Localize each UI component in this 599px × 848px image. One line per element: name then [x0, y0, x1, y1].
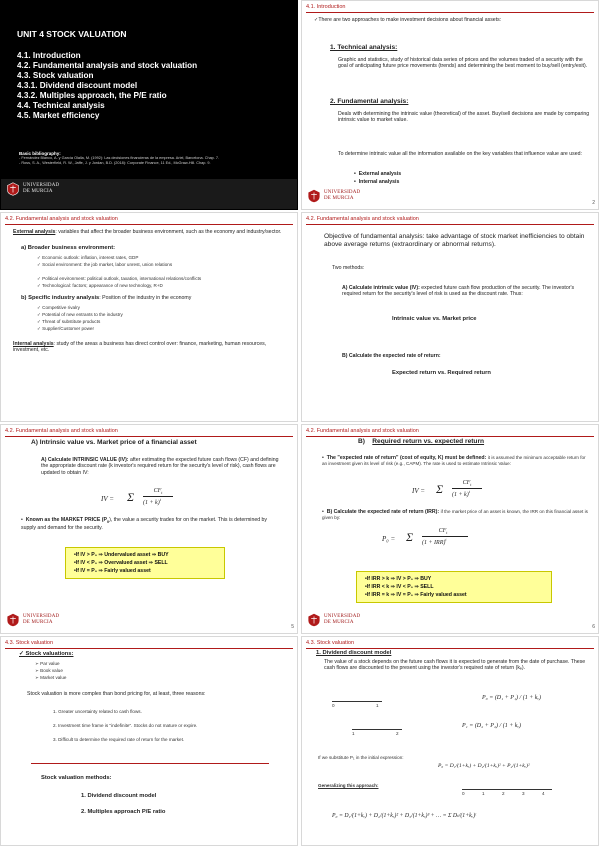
intrinsic-value-formula: IV = Σ $CF_t$ $(1 + k)^t$	[412, 480, 472, 498]
crest-icon	[307, 613, 321, 627]
reason-item: 3. Difficult to determine the required rate of return for the market.	[53, 737, 185, 742]
table-of-contents	[17, 51, 197, 121]
slide-5-intrinsic-value	[0, 424, 298, 634]
technical-analysis-heading: 1. Technical analysis:	[330, 44, 398, 51]
industry-item: ✓ Threat of substitute products	[37, 319, 101, 324]
logo-line: DE MURCIA	[324, 620, 354, 625]
method-b-title: B) Calculate the expected rate of return:	[342, 353, 441, 359]
intrinsic-vs-market: Intrinsic value vs. Market price	[392, 316, 477, 322]
logo-line: UNIVERSIDAD	[324, 614, 361, 620]
reason-item: 1. Greater uncertainty related to cash flows.	[53, 709, 142, 714]
divider	[31, 763, 269, 764]
intrinsic-value-text: A) Calculate INTRINSIC VALUE (IV): after estimating the expected future cash flows (CF) and defining the appropriate discount rate (k investor's required return for the security's level of risk), cash flows are updated to obtain IV:	[41, 457, 279, 476]
environment-item: ✓ Technological: factors; appearance of new technology, R+D	[37, 283, 163, 288]
slide-header: 4.3. Stock valuation	[5, 639, 293, 649]
decision-rule: •If IRR = k ⇒ IV = P₀ ⇒ Fairly valued asset	[365, 592, 467, 598]
university-logo	[6, 612, 59, 628]
internal-analysis-text: Internal analysis: study of the areas a business has direct control over: finance, marketing, human resources, investment, etc.	[13, 341, 267, 354]
toc-item: 4.2. Fundamental analysis and stock valuation	[17, 61, 198, 70]
toc-item: 4.5. Market efficiency	[17, 111, 100, 120]
logo-line: DE MURCIA	[324, 196, 354, 201]
slide-2-introduction	[301, 0, 599, 210]
slide-heading: 1. Dividend discount model	[316, 650, 392, 656]
valuation-item: ➢ Book value	[35, 668, 63, 673]
toc-item: 4.3.2. Multiples approach, the P/E ratio	[17, 91, 167, 100]
generalized-formula: P₀ = D₁/(1+kₑ) + D₂/(1+kₑ)² + D₃/(1+kₑ)³ + … = Σ Dₜ/(1+kₑ)ᵗ	[332, 813, 477, 819]
complexity-text: Stock valuation is more complex than bond pricing for, at least, three reasons:	[27, 691, 206, 697]
valuation-item: ➢ Market value	[35, 675, 67, 680]
logo-line: UNIVERSIDAD	[324, 190, 361, 196]
slide-1-title	[0, 0, 298, 210]
decision-rule: •If IRR < k ⇒ IV < P₀ ⇒ SELL	[365, 584, 434, 590]
slide-7-stock-valuation	[0, 636, 298, 846]
stock-valuations-heading: ✓ Stock valuations:	[19, 651, 74, 657]
bibliography	[19, 151, 289, 166]
external-analysis-text: External analysis: variables that affect the broader business environment, such as the economy and industry/sector.	[13, 229, 282, 235]
toc-item: 4.1. Introduction	[17, 51, 81, 60]
page-number: 2	[592, 200, 595, 206]
generalizing-text: Generalizing this approach:	[318, 783, 379, 788]
price-formula: P₀ = (D₁ + P₁) / (1 + kₑ)	[482, 695, 541, 701]
environment-item: ✓ Economic outlook: inflation, interest rates, GDP	[37, 255, 139, 260]
slide-header: 4.2. Fundamental analysis and stock valuation	[5, 427, 293, 437]
logo-line: DE MURCIA	[23, 620, 53, 625]
industry-analysis-heading: b) Specific industry analysis: Position of the industry in the economy	[21, 295, 192, 301]
reason-item: 2. Investment time frame is "indefinite". Stocks do not mature or expire.	[53, 723, 198, 728]
model-description: The value of a stock depends on the future cash flows it is expected to generate from the date of purchase. These cash flows are discounted to the present using the investor's required rate of return (kₑ).	[324, 659, 586, 672]
slide-3-external-analysis	[0, 212, 298, 422]
valuation-item: ➢ Par value	[35, 661, 60, 666]
university-logo	[6, 181, 59, 197]
slide-8-dividend-discount-model: 4.3. Stock valuation 1. Dividend discount model The value of a stock depends on the future cash flows it is expected to generate from the date of purchase. These cash flows are discounted to the present using the investor's required rate of return (kₑ). 0 1 P₀ = (D₁ + P₁) / (1 + kₑ) 1 2 P₁ = (D₂ + P₂) / (1 + kₑ) If we substitute P₁ in the initial expression: P₀ = D₁/(1+kₑ) + D₂/(1+kₑ)² + P₂/(1+kₑ)² Generalizing this approach: 0 1 2 3 4 P₀ = D₁/(1+kₑ) + D₂/(1+kₑ)² + D₃/(1+kₑ)³ + … = Σ Dₜ/(1+kₑ)ᵗ	[301, 636, 599, 846]
university-logo	[307, 188, 360, 204]
bullet-item: • Internal analysis	[354, 179, 400, 185]
decision-rules-box	[356, 571, 552, 603]
broader-environment-heading: a) Broader business environment:	[21, 245, 116, 251]
environment-item: ✓ Social environment: the job market, labor unrest, union relations	[37, 262, 173, 267]
toc-item: 4.4. Technical analysis	[17, 101, 105, 110]
bibliography-item: - Fernández Blanco, A. y García Olalla, M. (1992): Las decisiones financieras de la empresa. Ariel, Barcelona. Chap. 7.	[19, 156, 220, 160]
objective-text: Objective of fundamental analysis: take advantage of stock market inefficiencies to obtain above average returns (extraordinary or abnormal returns).	[324, 233, 585, 249]
crest-icon	[6, 182, 20, 196]
slide-6-required-return	[301, 424, 599, 634]
bibliography-item: - Ross, S. A., Westerfield, R. W., Jaffe, J. y Jordan, B.D. (2018): Corporate Finance, 11 Ed., McGraw-Hill. Chap. 9.	[19, 161, 211, 165]
logo-line: UNIVERSIDAD	[23, 614, 60, 620]
checkmark-icon: ✓	[314, 17, 319, 23]
slide-heading: B) Required return vs. expected return	[358, 438, 485, 445]
logo-line: UNIVERSIDAD	[23, 183, 60, 189]
substituted-formula: P₀ = D₁/(1+kₑ) + D₂/(1+kₑ)² + P₂/(1+kₑ)²	[438, 763, 530, 769]
decision-rule: •If IRR > k ⇒ IV > P₀ ⇒ BUY	[365, 576, 432, 582]
intrinsic-value-formula: IV = Σ $CF_t$ $(1 + k)^t$	[101, 488, 163, 506]
industry-item: ✓ Supplier/Customer power	[37, 326, 94, 331]
expected-vs-required: Expected return vs. Required return	[392, 370, 491, 376]
logo-line: DE MURCIA	[23, 189, 53, 194]
technical-analysis-text: Graphic and statistics, study of historical data series of prices and the volumes traded of a security with the goal of anticipating future price movements (trends) and determining the best moment to buy/sell (entry/exit).	[338, 57, 588, 70]
university-logo	[307, 612, 360, 628]
expected-return-text: • B) Calculate the expected rate of return (IRR): if the market price of an asset is known, the IRR on this financial asset is given by:	[322, 509, 588, 521]
substitute-text: If we substitute P₁ in the initial expression:	[318, 755, 404, 760]
crest-icon	[307, 189, 321, 203]
crest-icon	[6, 613, 20, 627]
slide-4-objective	[301, 212, 599, 422]
two-methods-label: Two methods:	[332, 265, 365, 271]
fundamental-analysis-text: Deals with determining the intrinsic value (theoretical) of the asset. Buy/sell decisions are made by comparing intrinsic value to market value.	[338, 111, 590, 124]
bullet-item: • External analysis	[354, 171, 402, 177]
slide-header: 4.3. Stock valuation	[306, 639, 594, 649]
price-formula: P₁ = (D₂ + P₂) / (1 + kₑ)	[462, 723, 521, 729]
intrinsic-info-text: To determine intrinsic value all the information available on the key variables that influence value are used:	[338, 151, 582, 157]
slide-header: 4.1. Introduction	[306, 3, 594, 13]
required-return-text: • The "expected rate of return" (cost of equity, K) must be defined: it is assumed the minimum acceptable return for an investment given its level of risk (e.g., CAPM). The rate is used to estimate Intrinsic Value:	[322, 455, 586, 467]
slide-header: 4.2. Fundamental analysis and stock valuation	[5, 215, 293, 225]
market-price-text: • Known as the MARKET PRICE $(P_0)$, the value a security trades for on the market. This is determined by supply and demand for the security.	[21, 517, 268, 532]
slide-heading: A) Intrinsic value vs. Market price of a financial asset	[31, 439, 197, 446]
industry-item: ✓ Potential of new entrants to the industry	[37, 312, 123, 317]
fundamental-analysis-heading: 2. Fundamental analysis:	[330, 98, 409, 105]
method-a-text: A) Calculate intrinsic value (IV): expected future cash flow production of the security. The investor's required return for the security's level of risk is used as the discount rate. Thus:	[342, 285, 575, 298]
decision-rule: •If IV = P₀ ⇒ Fairly valued asset	[74, 568, 151, 574]
decision-rule: •If IV < P₀ ⇒ Overvalued asset ⇒ SELL	[74, 560, 168, 566]
page-number: 6	[592, 624, 595, 630]
unit-title: UNIT 4 STOCK VALUATION	[17, 29, 127, 39]
decision-rule: •If IV > P₀ ⇒ Undervalued asset ⇒ BUY	[74, 552, 169, 558]
toc-item: 4.3. Stock valuation	[17, 71, 94, 80]
method-item: 2. Multiples approach P/E ratio	[81, 809, 166, 815]
toc-item: 4.3.1. Dividend discount model	[17, 81, 138, 90]
method-item: 1. Dividend discount model	[81, 793, 157, 799]
irr-formula: P₀ = Σ $CF_t$ (1 + IRR)$^t$	[382, 528, 448, 546]
slide-header: 4.2. Fundamental analysis and stock valuation	[306, 215, 594, 225]
bibliography-heading: Basic bibliography:	[19, 151, 61, 156]
intro-text: ✓There are two approaches to make investment decisions about financial assets:	[314, 17, 502, 23]
decision-rules-box	[65, 547, 225, 579]
methods-heading: Stock valuation methods:	[41, 775, 112, 781]
page-number: 5	[291, 624, 294, 630]
environment-item: ✓ Political environment: political outlook, taxation, international relations/conflicts	[37, 276, 202, 281]
industry-item: ✓ Competitive rivalry	[37, 305, 80, 310]
slide-header: 4.2. Fundamental analysis and stock valuation	[306, 427, 594, 437]
